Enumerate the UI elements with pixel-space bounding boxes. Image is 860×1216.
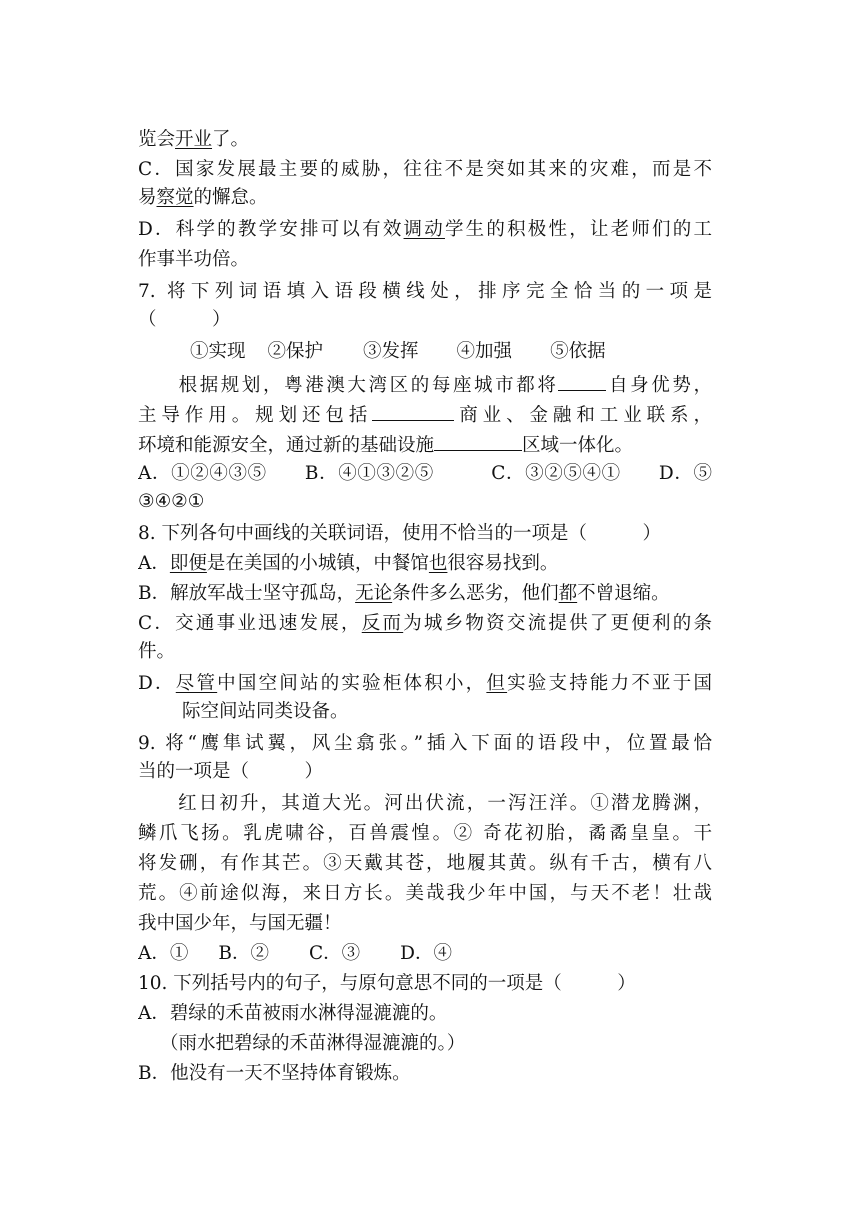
q10-option-a-paraphrase: （雨水把碧绿的禾苗淋得湿漉漉的。）: [160, 1033, 466, 1054]
q10-option-b: B．他没有一天不坚持体育锻炼。: [138, 1063, 411, 1084]
q7-options: A．①②④③⑤ B．④①③②⑤ C．③②⑤④① D．⑤: [138, 463, 712, 484]
q7-word-choices: ①实现 ②保护 ③发挥 ④加强 ⑤依据: [190, 341, 606, 362]
q6-option-d: D．科学的教学安排可以有效调动学生的积极性，让老师们的工: [138, 219, 712, 240]
q8-option-d: D．尽管中国空间站的实验柜体积小，但实验支持能力不亚于国: [138, 673, 712, 694]
underlined-word: 尽管: [175, 673, 218, 694]
q8-option-a: A．即便是在美国的小城镇，中餐馆也很容易找到。: [138, 553, 559, 574]
underlined-word: 都: [558, 583, 578, 604]
q8-stem: 8. 下列各句中画线的关联词语，使用不恰当的一项是（ ）: [138, 523, 662, 544]
q9-stem-line2: 当的一项是（ ）: [138, 761, 324, 782]
q10-stem: 10. 下列括号内的句子，与原句意思不同的一项是（ ）: [138, 973, 636, 994]
q6-option-c-cont: 览会开业了。: [138, 129, 250, 150]
underlined-word: 但: [486, 673, 508, 694]
fill-blank: [558, 372, 606, 391]
q6-option-c-line2: 易察觉的懈怠。: [138, 187, 268, 208]
fill-blank: [372, 402, 454, 421]
q9-passage-line4: 荒。④前途似海，来日方长。美哉我少年中国，与天不老！壮哉: [138, 883, 712, 904]
q8-option-c: C．交通事业迅速发展，反而为城乡物资交流提供了更便利的条: [138, 613, 712, 634]
underlined-word: 调动: [403, 219, 445, 240]
underlined-word: 也: [428, 553, 448, 574]
q7-passage-line3: 环境和能源安全，通过新的基础设施 区域一体化。: [138, 432, 712, 458]
q9-options: A．① B．② C．③ D．④: [138, 943, 452, 964]
q8-option-b: B．解放军战士坚守孤岛，无论条件多么恶劣，他们都不曾退缩。: [138, 583, 670, 604]
q7-passage-line2: 主导作用。规划还包括 商业、金融和工业联系，: [138, 402, 712, 428]
q9-passage-line3: 将发硎，有作其芒。③天戴其苍，地履其黄。纵有千古，横有八: [138, 853, 712, 874]
underlined-word: 无论: [355, 583, 393, 604]
q8-option-c-line2: 件。: [138, 641, 176, 662]
q8-option-d-line2: 际空间站同类设备。: [182, 701, 349, 722]
q9-passage-line1: 红日初升，其道大光。河出伏流，一泻汪洋。①潜龙腾渊，: [176, 793, 712, 814]
q7-stem-line2: （ ）: [138, 309, 231, 330]
q9-passage-line5: 我中国少年，与国无疆！: [138, 913, 342, 934]
q9-stem: 9. 将“鹰隼试翼，风尘翕张。”插入下面的语段中，位置最恰: [138, 733, 712, 754]
q6-option-c: C．国家发展最主要的威胁，往往不是突如其来的灾难，而是不: [138, 159, 712, 180]
underlined-word: 反而: [361, 613, 404, 634]
q10-option-a: A．碧绿的禾苗被雨水淋得湿漉漉的。: [138, 1003, 448, 1024]
q7-stem: 7. 将下列词语填入语段横线处，排序完全恰当的一项是: [138, 281, 712, 302]
q6-option-d-line2: 作事半功倍。: [138, 249, 250, 270]
underlined-word: 开业: [175, 129, 213, 150]
q9-passage-line2: 鳞爪飞扬。乳虎啸谷，百兽震惶。② 奇花初胎，矞矞皇皇。干: [138, 823, 712, 844]
underlined-word: 察觉: [156, 187, 194, 208]
underlined-word: 即便: [169, 553, 207, 574]
q7-options-line2: ③④②①: [138, 491, 205, 512]
q7-passage-line1: 根据规划，粤港澳大湾区的每座城市都将 自身优势，: [138, 372, 712, 398]
fill-blank: [434, 432, 522, 451]
